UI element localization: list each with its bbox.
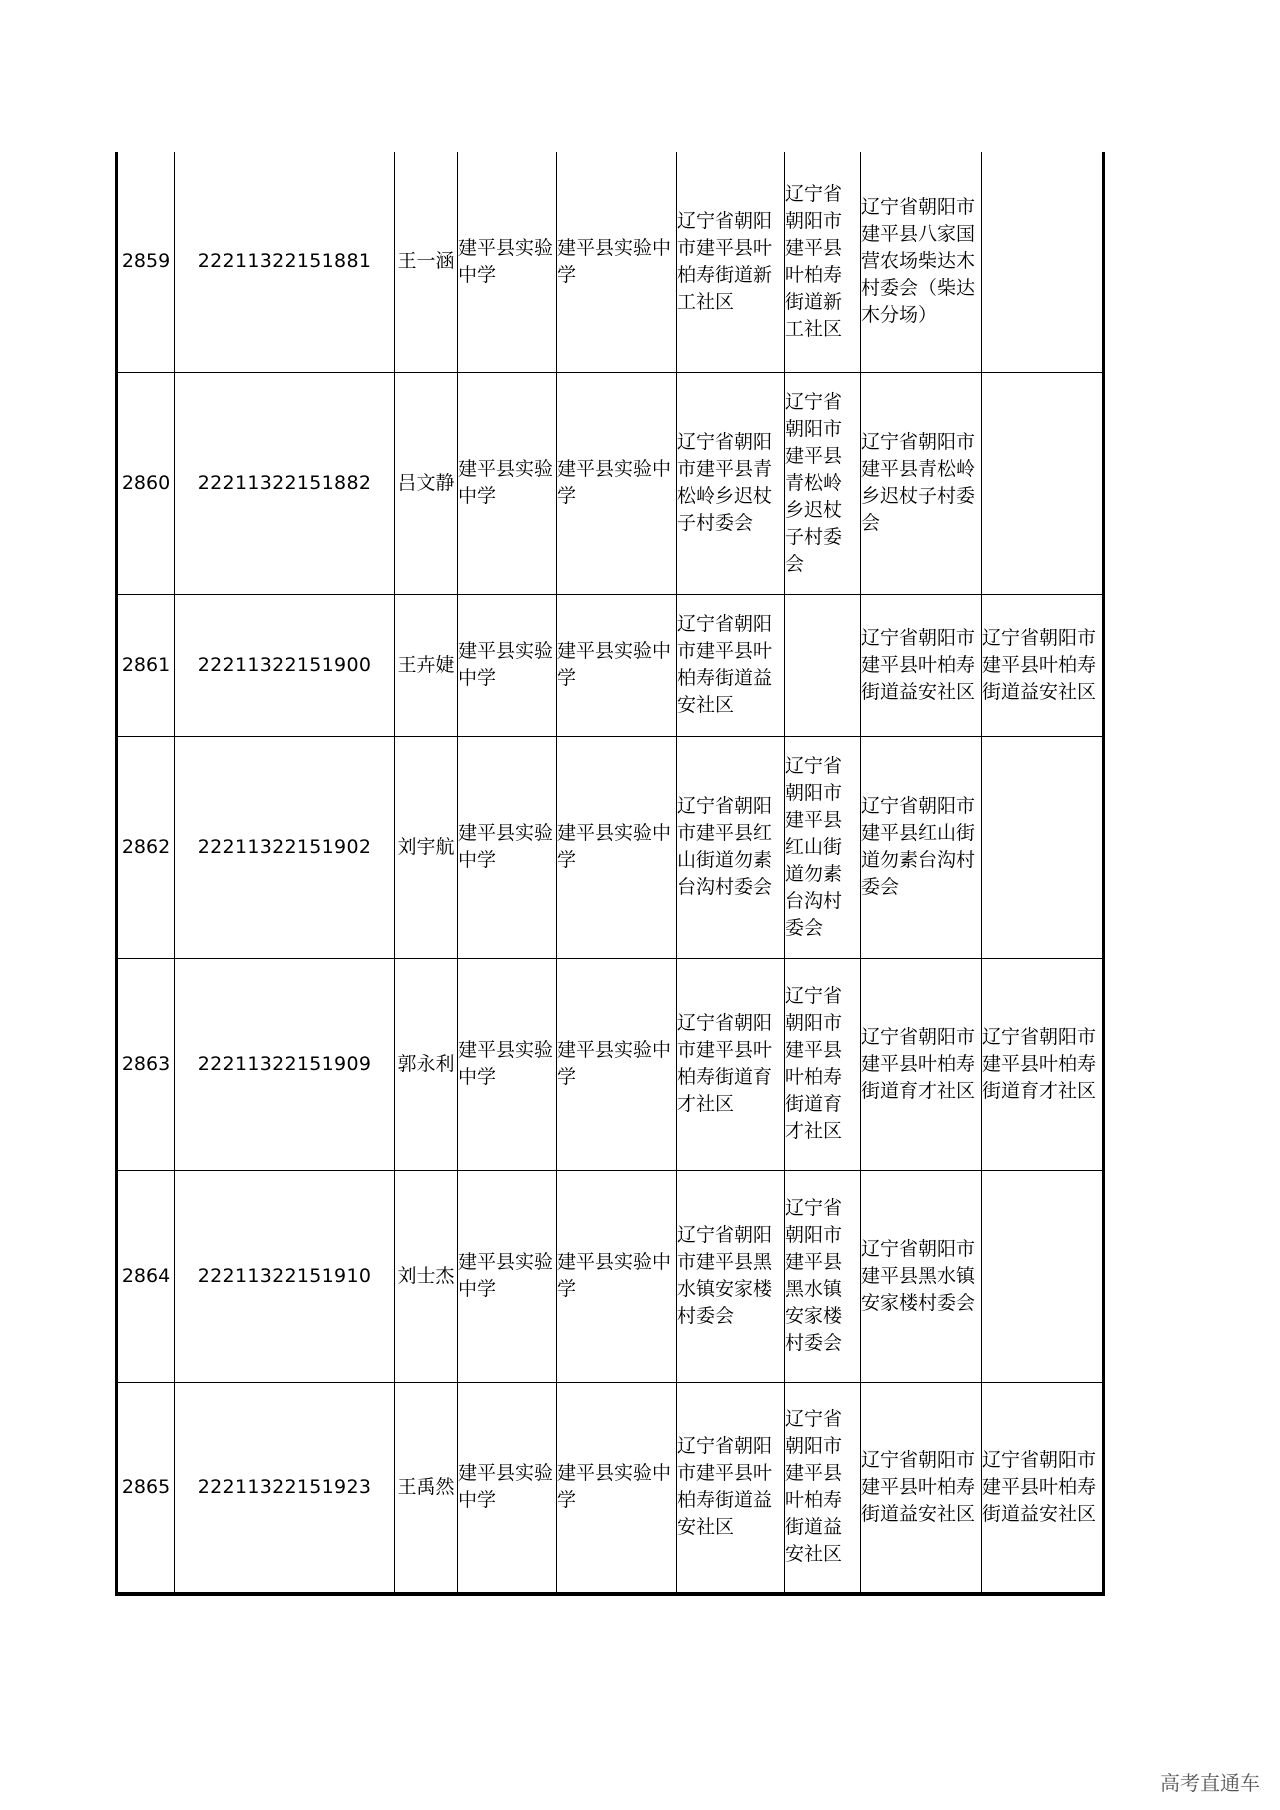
- cell-school-2: [557, 958, 677, 1170]
- cell-school-2-text: 建平县实验中学: [557, 1462, 672, 1512]
- cell-candidate-id-text: 22211322151923: [197, 1475, 372, 1498]
- table-row: [117, 1382, 1104, 1594]
- cell-school-text: 建平县实验中学: [458, 640, 554, 689]
- cell-name: [395, 1170, 458, 1382]
- table-row: [117, 152, 1104, 372]
- cell-address-4: [982, 736, 1104, 958]
- cell-name-text: 王一涵: [397, 250, 455, 273]
- cell-name: [395, 152, 458, 372]
- cell-seq-no-text: 2865: [121, 1475, 171, 1498]
- cell-address-1-text: 辽宁省朝阳市建平县叶柏寿街道益安社区: [677, 1435, 773, 1539]
- cell-address-2: [785, 958, 861, 1170]
- cell-candidate-id-text: 22211322151882: [197, 471, 372, 494]
- cell-candidate-id: [175, 372, 395, 594]
- cell-school: [458, 736, 557, 958]
- cell-address-2-text: 辽宁省朝阳市建平县黑水镇安家楼村委会: [785, 1197, 843, 1354]
- cell-seq-no-text: 2859: [121, 250, 171, 273]
- cell-address-1-text: 辽宁省朝阳市建平县红山街道勿素台沟村委会: [677, 795, 773, 898]
- cell-school-text: 建平县实验中学: [458, 236, 554, 286]
- cell-address-2: [785, 152, 861, 372]
- cell-address-1-text: 辽宁省朝阳市建平县黑水镇安家楼村委会: [677, 1224, 773, 1327]
- table-row: [117, 372, 1104, 594]
- cell-school-2: [557, 152, 677, 372]
- cell-address-2: [785, 1382, 861, 1594]
- cell-address-2: [785, 1170, 861, 1382]
- cell-address-1: [677, 152, 785, 372]
- cell-name: [395, 372, 458, 594]
- cell-address-3: [861, 594, 982, 736]
- cell-address-3: [861, 1382, 982, 1594]
- cell-seq-no-text: 2864: [121, 1264, 171, 1287]
- cell-address-1-text: 辽宁省朝阳市建平县青松岭乡迟杖子村委会: [677, 431, 773, 534]
- table-row: [117, 958, 1104, 1170]
- cell-address-3-text: 辽宁省朝阳市建平县青松岭乡迟杖子村委会: [861, 431, 976, 534]
- table-row: [117, 1170, 1104, 1382]
- cell-name-text: 王卉婕: [397, 653, 455, 676]
- cell-address-4: [982, 1170, 1104, 1382]
- cell-candidate-id-text: 22211322151902: [197, 835, 372, 858]
- cell-address-3: [861, 958, 982, 1170]
- cell-address-3: [861, 736, 982, 958]
- cell-address-4: [982, 1382, 1104, 1594]
- cell-address-1: [677, 958, 785, 1170]
- cell-address-4: [982, 152, 1104, 372]
- cell-address-3-text: 辽宁省朝阳市建平县叶柏寿街道益安社区: [861, 626, 976, 703]
- cell-candidate-id: [175, 736, 395, 958]
- cell-name-text: 吕文静: [397, 471, 455, 494]
- cell-candidate-id-text: 22211322151909: [197, 1052, 372, 1075]
- cell-school-2-text: 建平县实验中学: [557, 458, 672, 507]
- watermark-label: 高考直通车: [1160, 1771, 1260, 1795]
- cell-address-1-text: 辽宁省朝阳市建平县叶柏寿街道新工社区: [677, 209, 773, 313]
- cell-address-1-text: 辽宁省朝阳市建平县叶柏寿街道育才社区: [677, 1012, 773, 1115]
- cell-candidate-id: [175, 594, 395, 736]
- cell-school-text: 建平县实验中学: [458, 1251, 554, 1300]
- cell-address-4-text: 辽宁省朝阳市建平县叶柏寿街道育才社区: [982, 1025, 1097, 1102]
- cell-address-2: [785, 594, 861, 736]
- cell-address-2-text: 辽宁省朝阳市建平县叶柏寿街道新工社区: [785, 182, 843, 340]
- cell-name: [395, 1382, 458, 1594]
- cell-school: [458, 1382, 557, 1594]
- cell-school: [458, 958, 557, 1170]
- cell-candidate-id: [175, 152, 395, 372]
- cell-address-2-text: 辽宁省朝阳市建平县红山街道勿素台沟村委会: [785, 754, 843, 939]
- cell-school-2-text: 建平县实验中学: [557, 1251, 672, 1300]
- cell-address-4: [982, 372, 1104, 594]
- cell-seq-no: [117, 958, 175, 1170]
- cell-address-4-text: 辽宁省朝阳市建平县叶柏寿街道益安社区: [982, 626, 1097, 703]
- cell-school: [458, 372, 557, 594]
- cell-seq-no: [117, 372, 175, 594]
- cell-candidate-id: [175, 1170, 395, 1382]
- cell-address-1: [677, 1382, 785, 1594]
- cell-address-2-text: 辽宁省朝阳市建平县青松岭乡迟杖子村委会: [785, 390, 843, 575]
- cell-seq-no: [117, 152, 175, 372]
- cell-address-4: [982, 958, 1104, 1170]
- record-table: [115, 152, 1105, 1596]
- cell-address-2: [785, 372, 861, 594]
- cell-school-2: [557, 594, 677, 736]
- cell-school-2-text: 建平县实验中学: [557, 640, 672, 689]
- cell-seq-no: [117, 1382, 175, 1594]
- cell-school: [458, 1170, 557, 1382]
- cell-name: [395, 736, 458, 958]
- cell-address-1: [677, 736, 785, 958]
- cell-seq-no: [117, 594, 175, 736]
- cell-candidate-id-text: 22211322151900: [197, 653, 372, 676]
- cell-address-3: [861, 152, 982, 372]
- cell-address-4-text: 辽宁省朝阳市建平县叶柏寿街道益安社区: [982, 1448, 1097, 1525]
- cell-seq-no-text: 2862: [121, 835, 171, 858]
- cell-address-4: [982, 594, 1104, 736]
- cell-name: [395, 958, 458, 1170]
- cell-address-1: [677, 372, 785, 594]
- cell-address-3-text: 辽宁省朝阳市建平县叶柏寿街道育才社区: [861, 1025, 976, 1102]
- cell-seq-no-text: 2863: [121, 1052, 171, 1075]
- cell-school-2-text: 建平县实验中学: [557, 822, 672, 871]
- cell-school-text: 建平县实验中学: [458, 458, 554, 507]
- table-row: [117, 736, 1104, 958]
- cell-seq-no: [117, 1170, 175, 1382]
- cell-seq-no: [117, 736, 175, 958]
- cell-address-2: [785, 736, 861, 958]
- cell-address-1: [677, 1170, 785, 1382]
- cell-school-2: [557, 372, 677, 594]
- cell-address-3-text: 辽宁省朝阳市建平县叶柏寿街道益安社区: [861, 1448, 976, 1525]
- cell-candidate-id: [175, 958, 395, 1170]
- cell-candidate-id-text: 22211322151910: [197, 1264, 372, 1287]
- cell-candidate-id: [175, 1382, 395, 1594]
- cell-school-2-text: 建平县实验中学: [557, 236, 672, 286]
- cell-address-2-text: 辽宁省朝阳市建平县叶柏寿街道益安社区: [785, 1408, 843, 1566]
- cell-school-2: [557, 736, 677, 958]
- cell-school-text: 建平县实验中学: [458, 822, 554, 871]
- table-row: [117, 594, 1104, 736]
- cell-candidate-id-text: 22211322151881: [197, 250, 372, 273]
- cell-address-3-text: 辽宁省朝阳市建平县八家国营农场柴达木村委会（柴达木分场）: [861, 196, 976, 327]
- cell-name-text: 郭永利: [397, 1052, 455, 1075]
- cell-name: [395, 594, 458, 736]
- cell-name-text: 刘宇航: [397, 835, 455, 858]
- cell-school-text: 建平县实验中学: [458, 1039, 554, 1088]
- cell-address-2-text: 辽宁省朝阳市建平县叶柏寿街道育才社区: [785, 985, 843, 1142]
- cell-school-text: 建平县实验中学: [458, 1462, 554, 1512]
- cell-address-3-text: 辽宁省朝阳市建平县红山街道勿素台沟村委会: [861, 795, 976, 898]
- cell-seq-no-text: 2861: [121, 653, 171, 676]
- cell-school: [458, 152, 557, 372]
- cell-address-3-text: 辽宁省朝阳市建平县黑水镇安家楼村委会: [861, 1237, 976, 1314]
- cell-school-2-text: 建平县实验中学: [557, 1039, 672, 1088]
- cell-school: [458, 594, 557, 736]
- cell-school-2: [557, 1382, 677, 1594]
- cell-school-2: [557, 1170, 677, 1382]
- cell-address-3: [861, 372, 982, 594]
- cell-name-text: 王禹然: [397, 1475, 455, 1498]
- cell-address-3: [861, 1170, 982, 1382]
- cell-seq-no-text: 2860: [121, 471, 171, 494]
- cell-address-1: [677, 594, 785, 736]
- cell-name-text: 刘士杰: [397, 1264, 455, 1287]
- cell-address-1-text: 辽宁省朝阳市建平县叶柏寿街道益安社区: [677, 613, 773, 716]
